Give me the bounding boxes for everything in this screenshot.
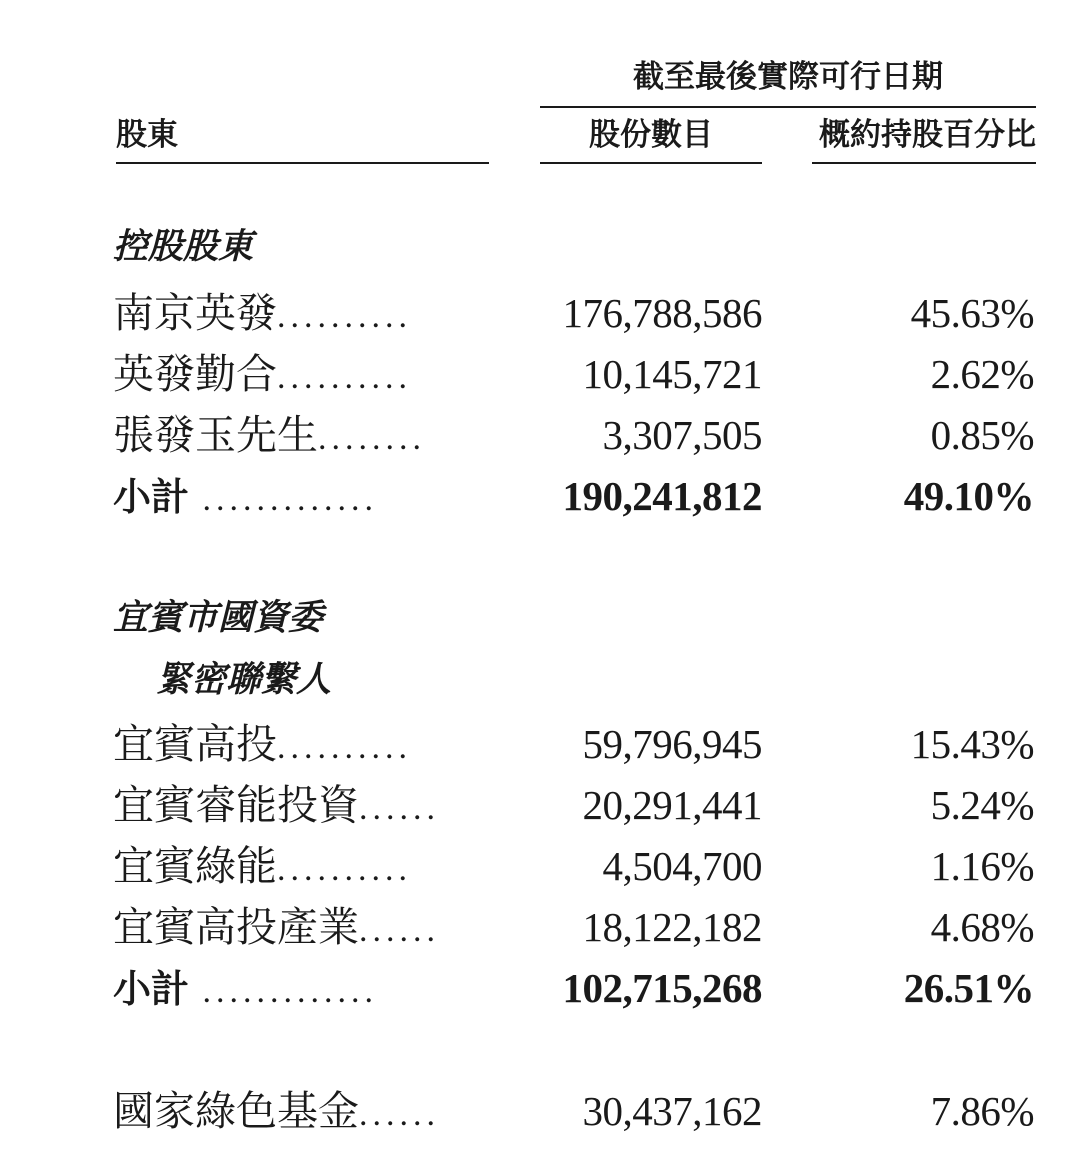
shareholder-name: 宜賓高投產業...... bbox=[113, 904, 440, 950]
share-count: 59,796,945 bbox=[582, 721, 762, 767]
share-count: 20,291,441 bbox=[582, 782, 762, 828]
share-percentage: 7.86% bbox=[930, 1088, 1034, 1134]
column-header-shareholder: 股東 bbox=[116, 117, 178, 153]
table-row bbox=[0, 1080, 1068, 1142]
shareholder-name: 國家綠色基金...... bbox=[113, 1088, 440, 1134]
table-row bbox=[0, 343, 1068, 405]
share-percentage: 15.43% bbox=[910, 721, 1034, 767]
shareholder-name: 張發玉先生........ bbox=[113, 412, 426, 458]
shareholder-column-rule bbox=[116, 162, 489, 164]
shareholder-name: 宜賓綠能.......... bbox=[113, 843, 412, 889]
subtotal-share-count: 190,241,812 bbox=[562, 473, 762, 519]
table-row bbox=[0, 774, 1068, 836]
shareholder-name: 英發勤合.......... bbox=[113, 351, 412, 397]
share-count: 18,122,182 bbox=[582, 904, 762, 950]
table-row bbox=[0, 896, 1068, 958]
section-title-yibin-sasac: 宜賓市國資委 bbox=[113, 598, 324, 638]
share-percentage: 2.62% bbox=[930, 351, 1034, 397]
share-percentage: 1.16% bbox=[930, 843, 1034, 889]
share-percentage: 5.24% bbox=[930, 782, 1034, 828]
shareholder-name: 宜賓高投.......... bbox=[113, 721, 412, 767]
table-row bbox=[0, 835, 1068, 897]
section-title-controlling-shareholders: 控股股東 bbox=[113, 227, 254, 267]
percentage-column-rule bbox=[812, 162, 1036, 164]
subtotal-percentage: 49.10% bbox=[903, 473, 1034, 519]
shareholder-name: 南京英發.......... bbox=[113, 290, 412, 336]
date-heading-rule bbox=[540, 106, 1036, 108]
subtotal-label: 小計 ............. bbox=[113, 967, 379, 1011]
share-count: 176,788,586 bbox=[562, 290, 762, 336]
section-title-close-associates: 緊密聯繫人 bbox=[156, 660, 332, 700]
subtotal-row bbox=[0, 465, 1068, 527]
table-row bbox=[0, 713, 1068, 775]
subtotal-row bbox=[0, 957, 1068, 1019]
share-count: 4,504,700 bbox=[602, 843, 762, 889]
shareholder-name: 宜賓睿能投資...... bbox=[113, 782, 440, 828]
share-count: 10,145,721 bbox=[582, 351, 762, 397]
share-count: 3,307,505 bbox=[602, 412, 762, 458]
share-percentage: 4.68% bbox=[930, 904, 1034, 950]
table-row bbox=[0, 404, 1068, 466]
subtotal-share-count: 102,715,268 bbox=[562, 965, 762, 1011]
table-row bbox=[0, 282, 1068, 344]
shares-column-rule bbox=[540, 162, 762, 164]
column-header-shares: 股份數目 bbox=[589, 117, 713, 153]
share-percentage: 0.85% bbox=[930, 412, 1034, 458]
subtotal-percentage: 26.51% bbox=[903, 965, 1034, 1011]
date-heading: 截至最後實際可行日期 bbox=[633, 59, 943, 95]
subtotal-label: 小計 ............. bbox=[113, 475, 379, 519]
column-header-percentage: 概約持股百分比 bbox=[819, 117, 1036, 153]
share-percentage: 45.63% bbox=[910, 290, 1034, 336]
share-count: 30,437,162 bbox=[582, 1088, 762, 1134]
